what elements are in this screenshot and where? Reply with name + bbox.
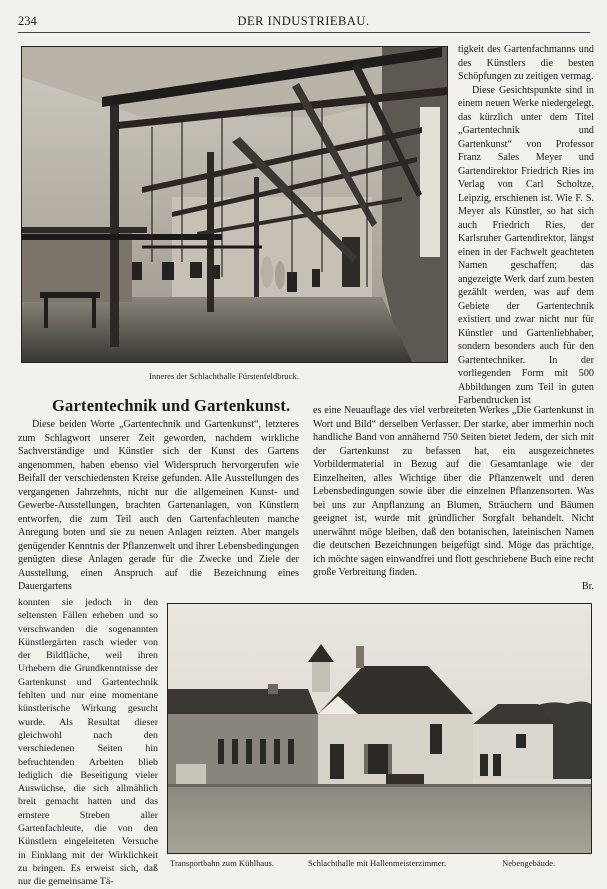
figure2-caption-left: Transportbahn zum Kühlhaus. (170, 858, 274, 868)
paragraph: es eine Neuauflage des viel verbreiteten Werkes „Die Gartenkunst in Wort und Bild“ derselben Verfasser. Der starke, aber immerhin noch handliche Band von annähernd 750 Seiten bietet Jedem, der sich mit der Gartenkunst zu befassen hat, ein ausgezeichnetes Vorbildermaterial in Bezug auf die Gesamtanlage wie der Einzelheiten, alles Wichtige über die Pflanzenwelt und deren Lebensbedingungen sowie über die einzelnen Pflanzensorten. Was bei uns zur Anpflanzung an Blumen, Sträuchern und Bäumen geeignet ist, wurde mit gründlicher Sorgfalt behandelt. Nicht unerwähnt möge bleiben, daß den botanischen, lateinischen Namen die deutschen Bezeichnungen beigefügt sind. Möge das prächtige, ich möchte sagen einwandfrei und flott geschriebene Buch eine recht große Verbreitung finden. (313, 405, 594, 578)
page-number: 234 (18, 14, 37, 28)
paragraph: Diese beiden Worte „Gartentechnik und Gartenkunst“, letzteres zum Schlagwort unserer Zeit geworden, nachdem wirkliche Sachverständige und Künstler sich der Kunst des Gartens angenommen, haben ebenso viel Widerspruch hervorgerufen wie Beifall der verschiedensten Kreise gefunden. Alle Ausstellungen des vergangenen Jahrzehnts, nicht nur die allgemeinen Kunst- und Gewerbe-Ausstellungen, brachten Gartenanlagen, von Künstlern entworfen, die zum Teil auch den Gartenfachleuten manche Anregung boten und sie zu neuen Anlagen reizten. Aber mangels genügender Kenntnis der Pflanzenwelt und ihrer Lebensbedingungen genügten diese Anlagen gerade für die Zwecke und Ziele der Ausstellung, einen Anspruch auf die Bezeichnung eines Dauergartens (18, 419, 299, 592)
photo-slaughterhouse-exterior (167, 603, 592, 854)
figure2-caption-mid: Schlachthalle mit Hallenmeisterzimmer. (308, 858, 447, 868)
article-right-column-wide (313, 404, 594, 593)
journal-title: DER INDUSTRIEBAU. (237, 14, 370, 28)
article-left-column-narrow (18, 596, 158, 889)
paragraph: tigkeit des Gartenfachmanns und des Künstlers die besten Schöpfungen zu zeitigen vermag. (458, 44, 594, 82)
photo-slaughterhall-interior (21, 46, 448, 363)
exterior-photo-drawing (168, 604, 591, 853)
figure2-caption-right: Nebengebäude. (502, 858, 556, 868)
paragraph: Diese Gesichtspunkte sind in einem neuen Werke niedergelegt, das kürzlich unter dem Titel „Gartentechnik und Gartenkunst“ von Professor Franz Sales Meyer und Gartendirektor Friedrich Ries im Verlag von Carl Scholtze, Leipzig, erschienen ist. Wie F. S. Meyer als Künstler, so hat sich auch Friedrich Ries, der Karlsruher Gartendirektor, längst einen in der Fachwelt geachteten Namen geschaffen; das angezeigte Werk darf zum besten gezählt werden, was auf dem Gebiete der Gartentechnik existiert und zwar nicht nur für Künstler und Gartenliebhaber, sondern besonders auch für den Gartentechniker. In der vorliegenden Form mit 500 Abbildungen zum Teil in guten Farbendrucken ist (458, 84, 594, 406)
author-signature: Br. (581, 580, 594, 592)
paragraph: konnten sie jedoch in den seltensten Fällen erheben und so verschwanden die sogenannten Künstlergärten rasch wieder von der Bildfläche, weil ihren Urhebern die Grundkenntnisse der Gartenkunst und Gartentechnik fehlten und nur eine momentane künstlerische Wirkung gesucht wurde. Als Resultat dieser gleichwohl nach den verschiedenen Seiten hin befruchtenden Arbeiten blieb lediglich die Beseitigung vieler Auswüchse, die sich allmählich breit gemacht hatten und das ernstere Streben aller Gartenfachleute, die von den Künstlern eingeleiteten Versuche in Einklang mit der Wirklichkeit zu bringen. Es erweist sich, daß nur die gemeinsame Tä- (18, 597, 158, 888)
interior-photo-drawing (22, 47, 447, 362)
article-right-column-top (458, 43, 594, 408)
figure1-caption: Inneres der Schlachthalle Fürstenfeldbruck. (149, 371, 299, 381)
article-left-column-wide (18, 418, 299, 594)
article-title: Gartentechnik und Gartenkunst. (52, 396, 291, 415)
header-rule (18, 32, 590, 33)
